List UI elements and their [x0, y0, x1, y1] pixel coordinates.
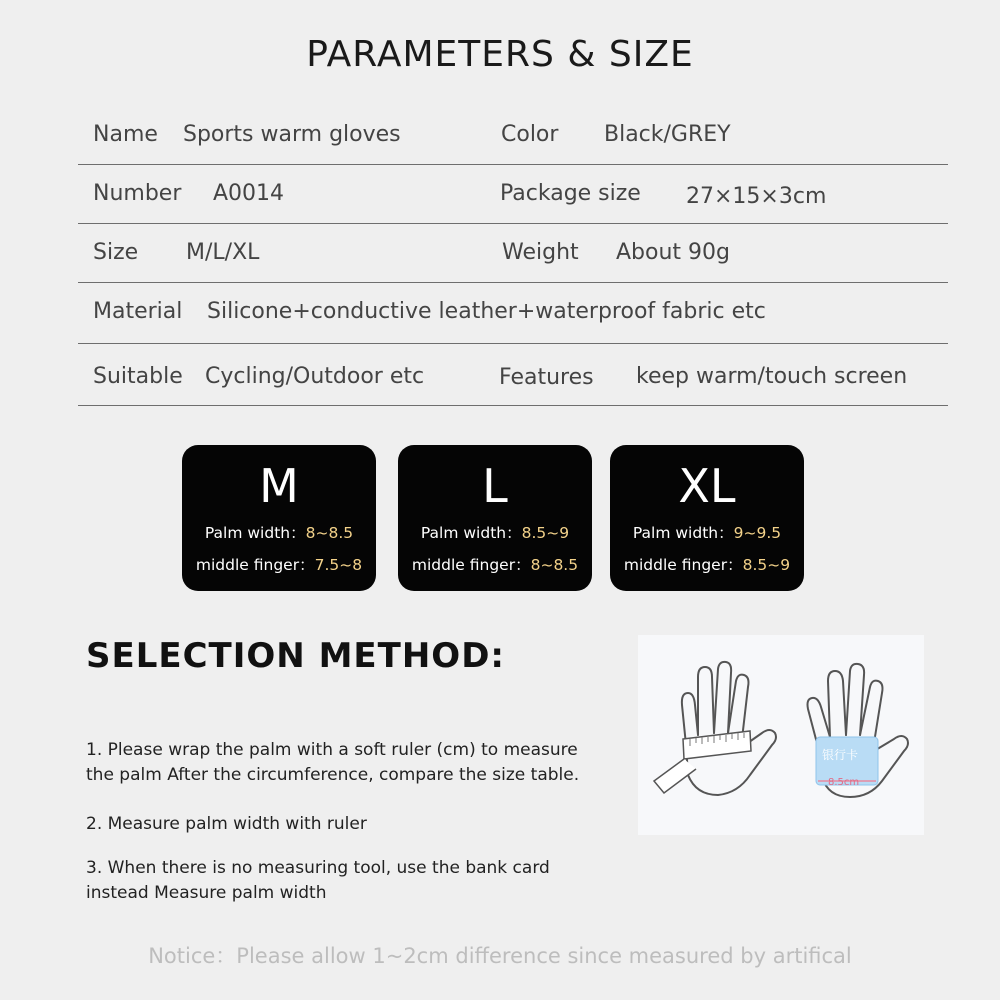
features-label: Features: [499, 365, 594, 390]
step-1-line-2: the palm After the circumference, compare the size table.: [86, 765, 580, 785]
palm-width-label: Palm width：: [204, 524, 306, 542]
left-hand-icon: [682, 662, 776, 795]
size-label: Size: [93, 240, 139, 265]
size-letter: M: [259, 459, 299, 513]
size-letter: L: [482, 459, 508, 513]
size-letter: XL: [678, 459, 736, 513]
param-row-number: [78, 165, 948, 224]
selection-method-title: SELECTION METHOD:: [86, 636, 506, 676]
step-3-line-2: instead Measure palm width: [86, 883, 327, 903]
size-cards: [0, 445, 1000, 591]
bank-card-label: 银行卡: [822, 748, 859, 762]
middle-finger-value: 8.5~9: [742, 556, 791, 574]
palm-width-value: 9~9.5: [733, 524, 782, 542]
middle-finger-value: 8~8.5: [530, 556, 579, 574]
color-value: Black/GREY: [604, 122, 731, 147]
color-label: Color: [501, 122, 559, 147]
middle-finger-label: middle finger：: [411, 556, 531, 574]
param-row-name: [78, 106, 948, 165]
step-2: 2. Measure palm width with ruler: [86, 814, 367, 834]
parameters-table: [78, 106, 948, 406]
name-label: Name: [93, 122, 158, 147]
hand-measure-illustration: [638, 635, 924, 835]
material-label: Material: [93, 299, 183, 324]
middle-finger-line: [398, 553, 592, 575]
size-value: M/L/XL: [186, 240, 260, 265]
palm-width-value: 8.5~9: [521, 524, 570, 542]
number-value: A0014: [213, 181, 285, 206]
palm-width-label: Palm width：: [632, 524, 734, 542]
palm-width-line: [610, 521, 804, 543]
middle-finger-label: middle finger：: [195, 556, 315, 574]
palm-width-line: [398, 521, 592, 543]
middle-finger-line: [182, 553, 376, 575]
size-card-l: [398, 445, 592, 591]
step-3: [86, 856, 626, 906]
step-1: [86, 738, 626, 788]
suitable-label: Suitable: [93, 364, 183, 389]
size-card-m: [182, 445, 376, 591]
notice-text: Notice：Please allow 1~2cm difference since measured by artifical: [148, 944, 852, 968]
size-card-xl: [610, 445, 804, 591]
palm-width-value: 8~8.5: [305, 524, 354, 542]
middle-finger-line: [610, 553, 804, 575]
hands-illustration-svg: [638, 635, 924, 835]
param-row-suitable: [78, 344, 948, 406]
palm-width-label: Palm width：: [420, 524, 522, 542]
bank-card-icon: [816, 737, 878, 788]
suitable-value: Cycling/Outdoor etc: [205, 364, 425, 389]
package-label: Package size: [500, 181, 641, 206]
card-width-measure: 8.5cm: [828, 777, 860, 788]
middle-finger-value: 7.5~8: [314, 556, 363, 574]
material-value: Silicone+conductive leather+waterproof fabric etc: [207, 299, 766, 324]
step-1-line-1: 1. Please wrap the palm with a soft ruler (cm) to measure: [86, 740, 578, 760]
palm-width-line: [182, 521, 376, 543]
features-value: keep warm/touch screen: [636, 364, 908, 389]
page-title: PARAMETERS & SIZE: [306, 34, 694, 75]
weight-value: About 90g: [616, 240, 730, 265]
weight-label: Weight: [502, 240, 579, 265]
param-row-material: [78, 283, 948, 344]
param-row-size: [78, 224, 948, 283]
middle-finger-label: middle finger：: [623, 556, 743, 574]
name-value: Sports warm gloves: [183, 122, 401, 147]
number-label: Number: [93, 181, 182, 206]
package-value: 27×15×3cm: [686, 184, 827, 209]
soft-ruler-icon: [654, 731, 751, 793]
step-3-line-1: 3. When there is no measuring tool, use the bank card: [86, 858, 550, 878]
